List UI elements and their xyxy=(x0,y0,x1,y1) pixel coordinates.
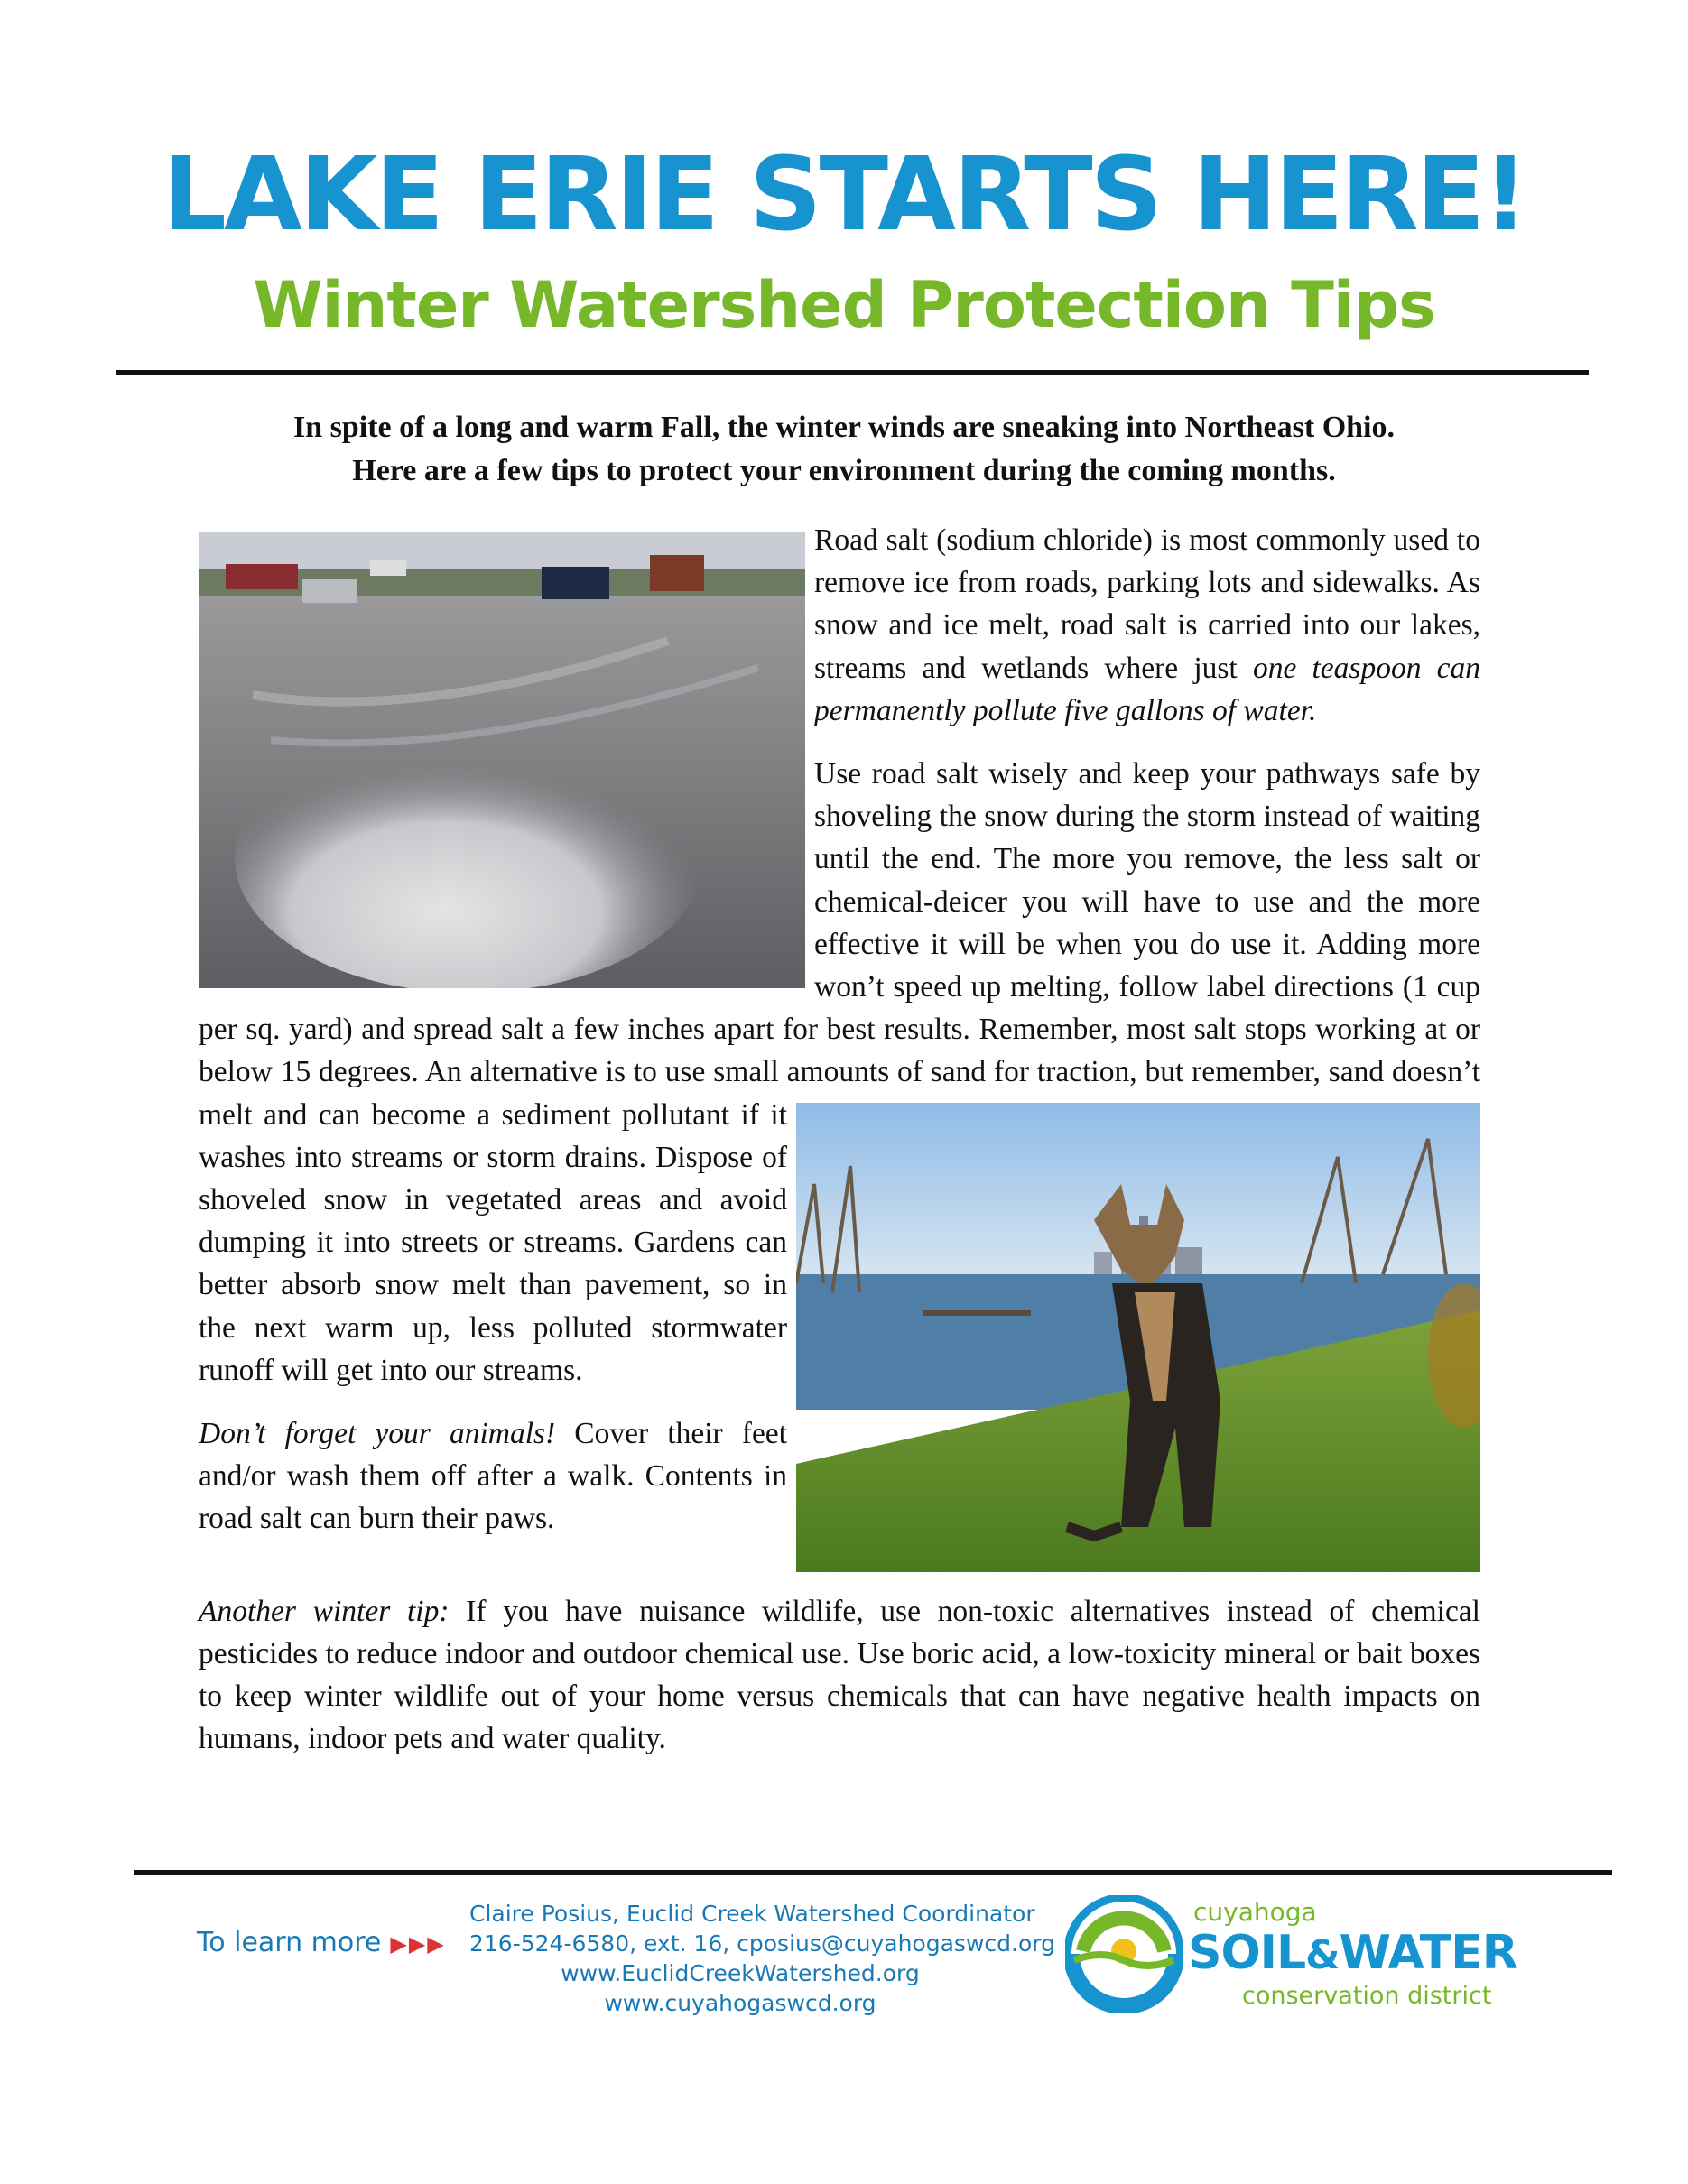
top-divider xyxy=(116,370,1589,375)
arrow-icons: ▶▶▶ xyxy=(390,1931,446,1957)
page-title: LAKE ERIE STARTS HERE! xyxy=(162,136,1526,254)
intro-line-2: Here are a few tips to protect your environment during the coming months. xyxy=(352,454,1336,487)
wildlife-lead: Another winter tip: xyxy=(199,1594,450,1628)
teaspoon-fact: one teaspoon can permanently pollute five gallons of water. xyxy=(814,651,1481,727)
swcd-logo-text: cuyahoga SOIL&WATER conservation district xyxy=(1188,1897,1517,2010)
shoveling-paragraph: Use road salt wisely and keep your pathways safe by shoveling the snow during the storm instead of waiting until the end. The more you remove, the less salt or chemical-deicer you will have to use and the more effective it will be when you do use it. Adding more won’t speed up melting, follow label directions (1 cup per sq. yard) and spread salt a few inches apart for best results. Remember, most salt stops working at or below 15 degrees. An alternative is to use small amounts of sand for traction, but remember, sand doesn’t melt and can become a sediment pollutant if it washes into streams or storm drains. Dispose of shoveled snow in vegetated areas and avoid dumping it into streets or streams. Gardens can better absorb snow melt than pavement, so in the next warm up, less polluted stormwater runoff will get into our streams. xyxy=(199,753,1480,1392)
website-link-1[interactable]: www.EuclidCreekWatershed.org xyxy=(561,1960,920,1986)
bottom-divider xyxy=(134,1870,1612,1875)
article-body xyxy=(199,519,1480,1781)
dog-lakeshore-photo xyxy=(796,1103,1480,1572)
intro-line-1: In spite of a long and warm Fall, the winter winds are sneaking into Northeast Ohio. xyxy=(293,411,1395,444)
road-salt-paragraph: Road salt (sodium chloride) is most commonly used to remove ice from roads, parking lots and sidewalks. As snow and ice melt, road salt is carried into our lakes, streams and wetlands where just one teaspoon can permanently pollute five gallons of water. xyxy=(814,523,1481,727)
animals-lead: Don’t forget your animals! xyxy=(199,1417,556,1451)
swcd-logo-icon xyxy=(1065,1895,1183,2013)
page-subtitle: Winter Watershed Protection Tips xyxy=(253,268,1435,342)
animals-paragraph: Don’t forget your animals! Cover their feet and/or wash them off after a walk. Contents in road salt can burn their paws. xyxy=(199,1417,787,1536)
contact-phone-email[interactable]: 216-524-6580, ext. 16, cposius@cuyahogaswcd.org xyxy=(469,1930,1055,1957)
contact-block xyxy=(469,1899,1055,2018)
contact-name: Claire Posius, Euclid Creek Watershed Coordinator xyxy=(469,1901,1035,1927)
salted-parking-lot-photo xyxy=(199,532,805,988)
intro-text xyxy=(144,406,1544,493)
learn-more-label: To learn more ▶▶▶ xyxy=(197,1927,446,1958)
website-link-2[interactable]: www.cuyahogaswcd.org xyxy=(604,1990,876,2016)
wildlife-paragraph: Another winter tip: If you have nuisance wildlife, use non-toxic alternatives instead of chemical pesticides to reduce indoor and outdoor chemical use. Use boric acid, a low-toxicity mineral or bait boxes to keep winter wildlife out of your home versus chemicals that can have negative health impacts on humans, indoor pets and water quality. xyxy=(199,1594,1480,1756)
